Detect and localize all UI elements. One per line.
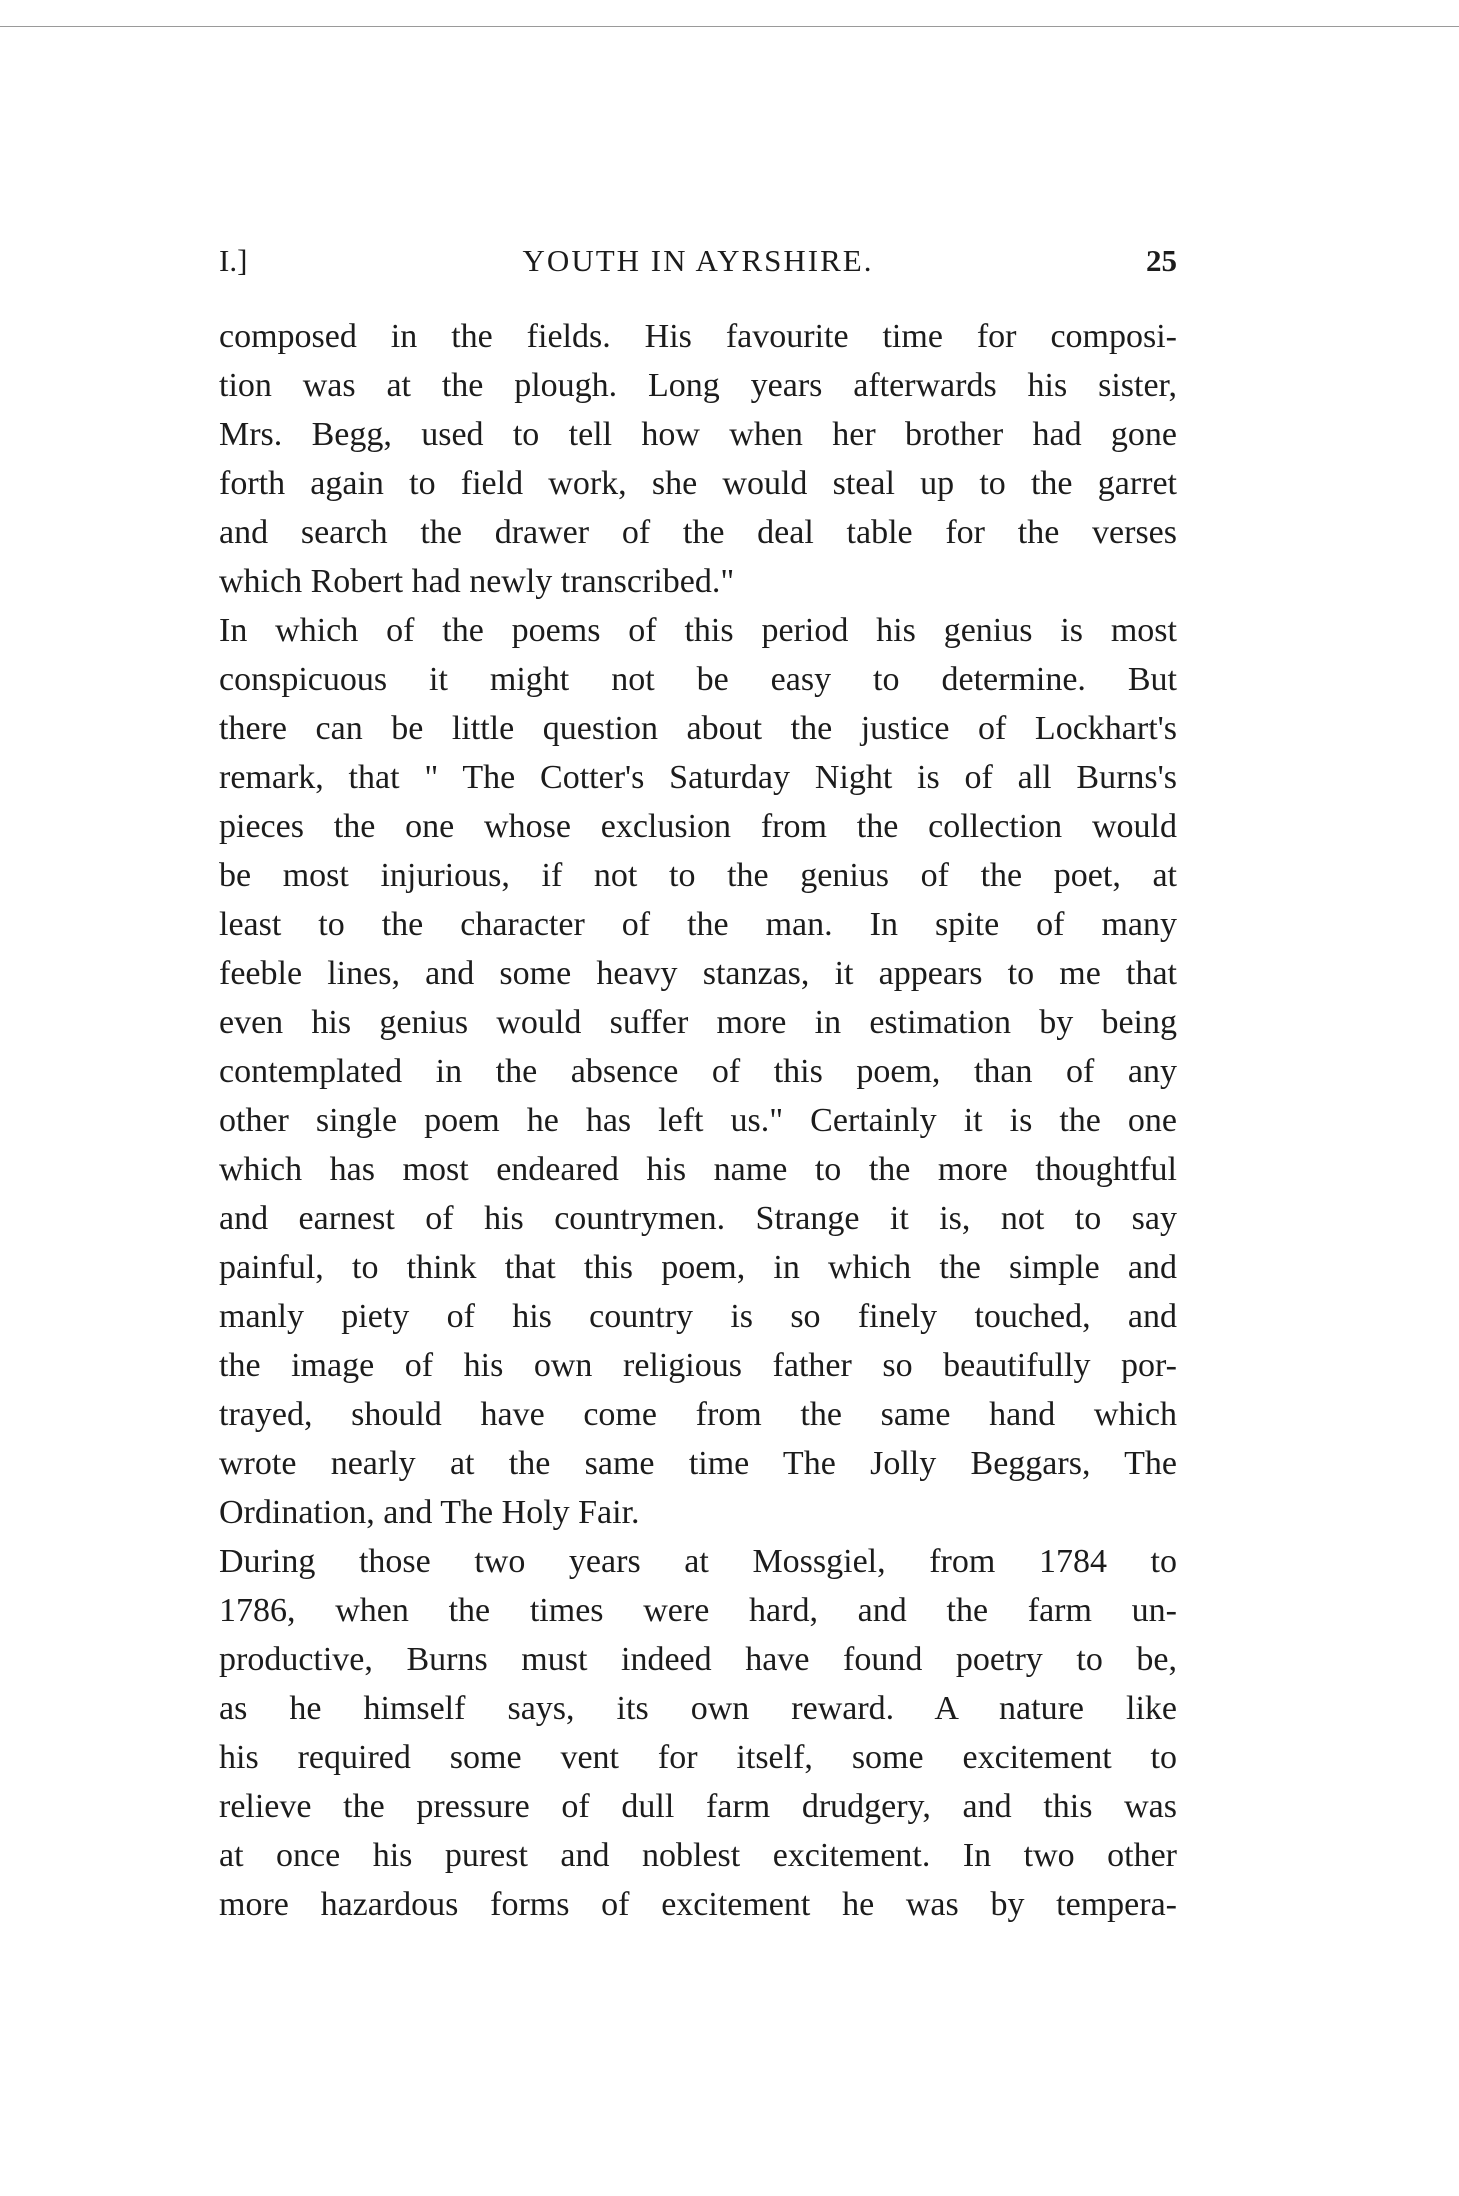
text-line: the image of his own religious father so beautifully por- bbox=[219, 1347, 1177, 1384]
chapter-number: I.] bbox=[219, 243, 248, 278]
paragraph-2 bbox=[219, 606, 1177, 1537]
text-line: pieces the one whose exclusion from the collection would bbox=[219, 808, 1177, 845]
page-number: 25 bbox=[1146, 243, 1177, 278]
text-line: remark, that " The Cotter's Saturday Night is of all Burns's bbox=[219, 759, 1177, 796]
running-title: YOUTH IN AYRSHIRE. bbox=[522, 243, 874, 278]
text-line: Mrs. Begg, used to tell how when her brother had gone bbox=[219, 416, 1177, 453]
text-line: least to the character of the man. In spite of many bbox=[219, 906, 1177, 943]
text-line: there can be little question about the justice of Lockhart's bbox=[219, 710, 1177, 747]
text-line: tion was at the plough. Long years afterwards his sister, bbox=[219, 367, 1177, 404]
text-line: In which of the poems of this period his genius is most bbox=[219, 612, 1177, 649]
body-text bbox=[219, 312, 1177, 1929]
paragraph-3 bbox=[219, 1537, 1177, 1929]
text-line: trayed, should have come from the same hand which bbox=[219, 1396, 1177, 1433]
text-line: even his genius would suffer more in estimation by being bbox=[219, 1004, 1177, 1041]
text-line: contemplated in the absence of this poem, than of any bbox=[219, 1053, 1177, 1090]
text-line: which has most endeared his name to the more thoughtful bbox=[219, 1151, 1177, 1188]
text-line: more hazardous forms of excitement he was by tempera- bbox=[219, 1886, 1177, 1923]
text-line: and earnest of his countrymen. Strange it is, not to say bbox=[219, 1200, 1177, 1237]
text-line: composed in the fields. His favourite time for composi- bbox=[219, 318, 1177, 355]
text-line: 1786, when the times were hard, and the farm un- bbox=[219, 1592, 1177, 1629]
text-line: his required some vent for itself, some excitement to bbox=[219, 1739, 1177, 1776]
text-line: forth again to field work, she would steal up to the garret bbox=[219, 465, 1177, 502]
text-line: painful, to think that this poem, in which the simple and bbox=[219, 1249, 1177, 1286]
text-line: feeble lines, and some heavy stanzas, it appears to me that bbox=[219, 955, 1177, 992]
text-line: be most injurious, if not to the genius of the poet, at bbox=[219, 857, 1177, 894]
text-line: relieve the pressure of dull farm drudgery, and this was bbox=[219, 1788, 1177, 1825]
text-line: conspicuous it might not be easy to determine. But bbox=[219, 661, 1177, 698]
text-line: During those two years at Mossgiel, from 1784 to bbox=[219, 1543, 1177, 1580]
text-line: productive, Burns must indeed have found poetry to be, bbox=[219, 1641, 1177, 1678]
text-line: and search the drawer of the deal table for the verses bbox=[219, 514, 1177, 551]
text-line: wrote nearly at the same time The Jolly Beggars, The bbox=[219, 1445, 1177, 1482]
text-line: Ordination, and The Holy Fair. bbox=[219, 1494, 640, 1531]
text-line: which Robert had newly transcribed." bbox=[219, 563, 735, 600]
running-head bbox=[219, 236, 1177, 286]
paragraph-1 bbox=[219, 312, 1177, 606]
text-line: other single poem he has left us." Certainly it is the one bbox=[219, 1102, 1177, 1139]
text-line: manly piety of his country is so finely touched, and bbox=[219, 1298, 1177, 1335]
top-rule bbox=[0, 26, 1459, 27]
text-line: at once his purest and noblest excitement. In two other bbox=[219, 1837, 1177, 1874]
text-line: as he himself says, its own reward. A nature like bbox=[219, 1690, 1177, 1727]
